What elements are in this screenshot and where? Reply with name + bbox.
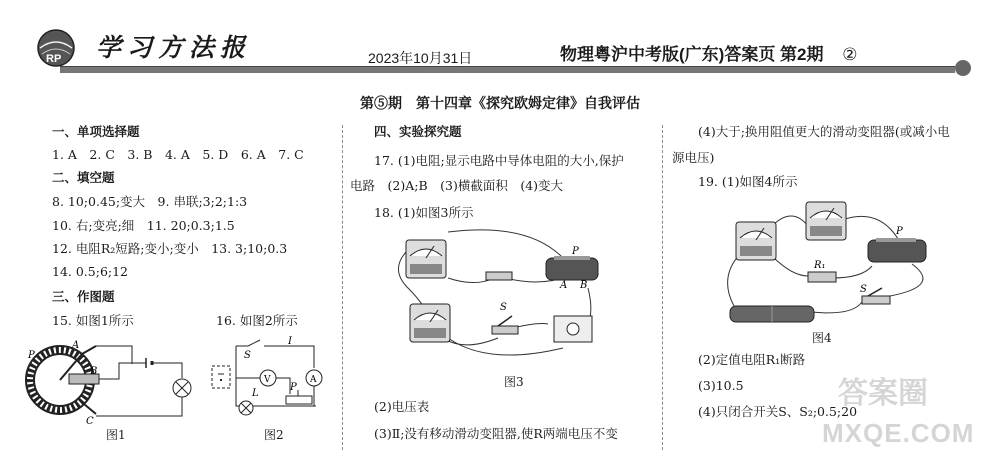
edition-label: 物理粤沪中考版(广东)答案页 第2期 [560, 45, 824, 64]
svg-text:B: B [580, 280, 588, 291]
svg-text:I: I [288, 336, 292, 347]
svg-text:L: L [252, 388, 259, 399]
answer-line: (4)大于;换用阻值更大的滑动变阻器(或减小电 [698, 124, 950, 139]
answer-line: (2)电压表 [374, 399, 430, 414]
logo-text: RP [46, 53, 62, 65]
column-divider [342, 125, 343, 450]
answer-line: 15. 如图1所示 [52, 313, 134, 328]
figure-2-caption: 图2 [264, 428, 284, 442]
watermark-url: MXQE.COM [822, 418, 975, 448]
answer-line: 电路 (2)A;B (3)横截面积 (4)变大 [350, 178, 564, 193]
figure-4-caption: 图4 [812, 331, 832, 345]
globe-icon [36, 28, 76, 68]
svg-text:B: B [90, 366, 98, 377]
svg-text:P: P [28, 350, 35, 361]
page-mark: ② [842, 45, 858, 64]
section-heading: 二、填空题 [52, 170, 115, 185]
figure-3-apparatus [388, 228, 613, 366]
answer-line: 16. 如图2所示 [216, 313, 298, 328]
figure-2-circuit [206, 334, 336, 424]
issue-title: 第⑤期 第十四章《探究欧姆定律》自我评估 [360, 95, 640, 111]
column-divider [662, 125, 663, 450]
figure-4-apparatus [712, 196, 952, 328]
svg-text:A: A [310, 375, 317, 385]
answer-line: 14. 0.5;6;12 [52, 264, 129, 279]
answer-line: (4)只闭合开关S、S₂;0.5;20 [698, 404, 858, 419]
header-rule [60, 66, 955, 73]
svg-text:P: P [896, 226, 903, 237]
svg-text:S: S [860, 284, 867, 295]
edition-title [560, 40, 857, 65]
section-heading: 四、实验探究题 [374, 124, 462, 139]
issue-date: 2023年10月31日 [368, 50, 473, 66]
masthead-logo [36, 28, 76, 68]
header-dot [955, 60, 971, 76]
answer-line: 18. (1)如图3所示 [374, 205, 474, 220]
watermark-logo: 答案圈 [838, 377, 928, 410]
figure-1-caption: 图1 [106, 428, 126, 442]
answer-line: 19. (1)如图4所示 [698, 174, 798, 189]
answer-line: 8. 10;0.45;变大 9. 串联;3;2;1:3 [52, 194, 248, 209]
svg-text:S: S [500, 302, 507, 313]
svg-text:V: V [264, 375, 271, 385]
svg-text:S: S [244, 350, 251, 361]
svg-text:A: A [72, 340, 80, 351]
figure-3-caption: 图3 [504, 375, 524, 389]
answer-line: 源电压) [672, 150, 715, 165]
svg-text:A: A [560, 280, 568, 291]
masthead-title: 学习方法报 [96, 33, 252, 62]
answer-line: (2)定值电阻R₁断路 [698, 352, 806, 367]
answer-line: 17. (1)电阻;显示电路中导体电阻的大小,保护 [374, 153, 624, 168]
section-heading: 一、单项选择题 [52, 124, 140, 139]
answer-line: (3)10.5 [698, 378, 744, 393]
svg-text:P: P [290, 382, 297, 393]
answer-line: (3)Ⅱ;没有移动滑动变阻器,使R两端电压不变 [374, 426, 618, 441]
answer-line: 1. A 2. C 3. B 4. A 5. D 6. A 7. C [52, 147, 304, 162]
svg-text:C: C [86, 416, 94, 426]
answer-line: 12. 电阻R₂短路;变小;变小 13. 3;10;0.3 [52, 241, 288, 256]
answer-line: 10. 右;变亮;细 11. 20;0.3;1.5 [52, 218, 235, 233]
section-heading: 三、作图题 [52, 289, 115, 304]
svg-text:R₁: R₁ [814, 260, 826, 271]
figure-1-diagram [24, 334, 204, 426]
svg-text:P: P [572, 246, 579, 257]
